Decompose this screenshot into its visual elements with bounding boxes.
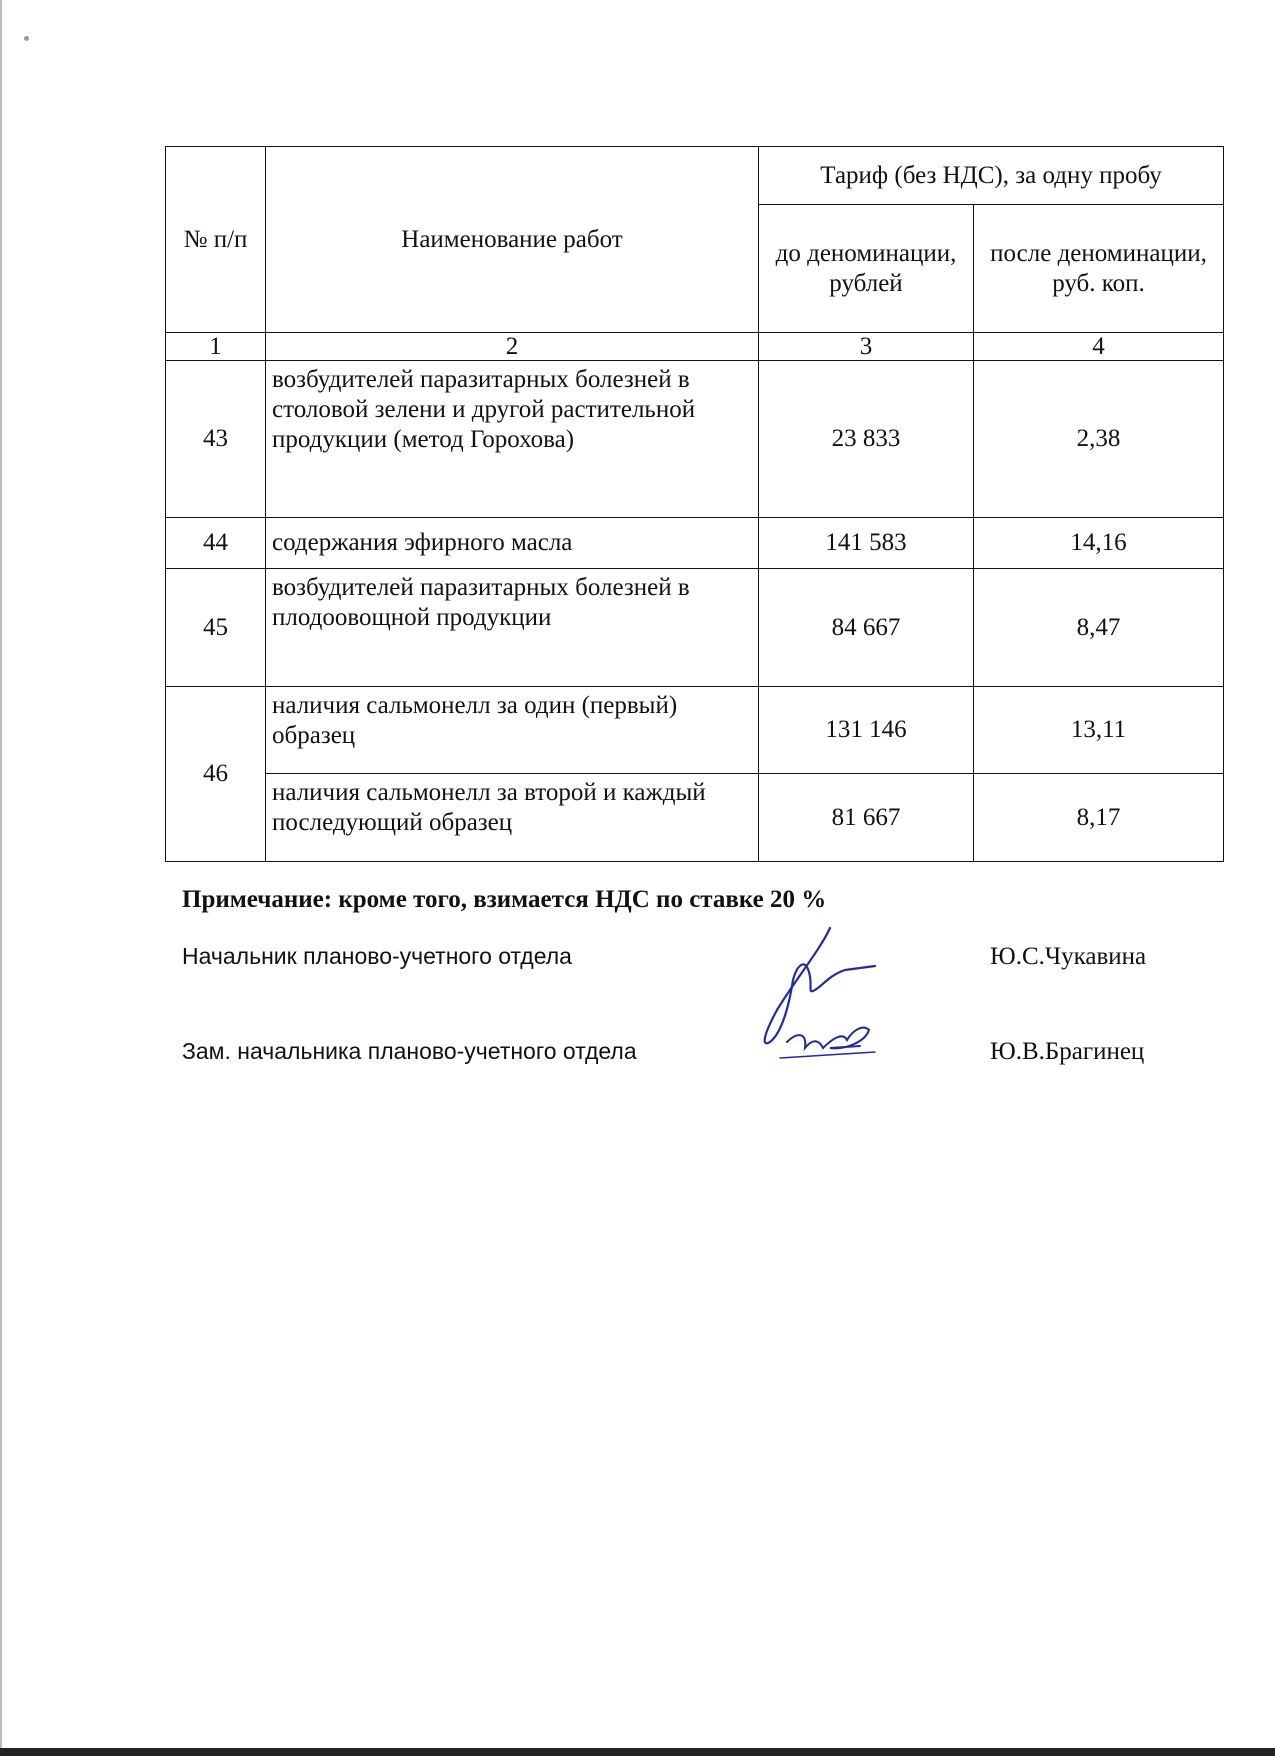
row-after: 8,47	[974, 569, 1224, 687]
column-number: 1	[166, 333, 266, 361]
row-num: 46	[166, 687, 266, 862]
row-num: 44	[166, 518, 266, 569]
signer-title: Начальник планово-учетного отдела	[182, 943, 572, 969]
tariff-table	[165, 146, 1224, 862]
vat-note: Примечание: кроме того, взимается НДС по ставке 20 %	[182, 886, 827, 913]
signature-stroke	[780, 1052, 875, 1058]
row-name: возбудителей паразитарных болезней в столовой зелени и другой растительной продукции (метод Горохова)	[266, 361, 759, 518]
row-num: 45	[166, 569, 266, 687]
table-row	[166, 569, 1224, 687]
column-number: 2	[266, 333, 759, 361]
row-before: 84 667	[759, 569, 974, 687]
row-before: 81 667	[759, 774, 974, 862]
table-header-row	[166, 147, 1224, 205]
signature-line-head	[182, 943, 1172, 970]
header-tariff: Тариф (без НДС), за одну пробу	[759, 147, 1224, 205]
row-name: наличия сальмонелл за второй и каждый последующий образец	[266, 774, 759, 862]
table-row	[166, 518, 1224, 569]
row-after: 13,11	[974, 687, 1224, 774]
scan-speck	[24, 36, 29, 41]
header-after: после деноминации, руб. коп.	[974, 205, 1224, 333]
signature-stroke	[787, 1028, 869, 1049]
row-before: 23 833	[759, 361, 974, 518]
handwritten-signature	[735, 920, 910, 1070]
column-number: 3	[759, 333, 974, 361]
header-num: № п/п	[166, 147, 266, 333]
scan-bottom-edge	[0, 1748, 1275, 1756]
column-number-row	[166, 333, 1224, 361]
row-before: 131 146	[759, 687, 974, 774]
table-row	[166, 774, 1224, 862]
header-before: до деноминации, рублей	[759, 205, 974, 333]
header-name: Наименование работ	[266, 147, 759, 333]
signature-stroke	[765, 928, 875, 1043]
signature-line-deputy	[182, 1038, 1172, 1065]
row-after: 2,38	[974, 361, 1224, 518]
table-row	[166, 687, 1224, 774]
row-num: 43	[166, 361, 266, 518]
signer-title: Зам. начальника планово-учетного отдела	[182, 1038, 637, 1064]
signer-name: Ю.В.Брагинец	[990, 1038, 1145, 1065]
signer-name: Ю.С.Чукавина	[990, 943, 1147, 970]
row-after: 8,17	[974, 774, 1224, 862]
row-name: возбудителей паразитарных болезней в плодоовощной продукции	[266, 569, 759, 687]
scan-left-edge	[0, 0, 2, 1756]
row-name: наличия сальмонелл за один (первый) образец	[266, 687, 759, 774]
column-number: 4	[974, 333, 1224, 361]
row-name: содержания эфирного масла	[266, 518, 759, 569]
table-row	[166, 361, 1224, 518]
row-before: 141 583	[759, 518, 974, 569]
tariff-table-container	[165, 146, 1223, 862]
row-after: 14,16	[974, 518, 1224, 569]
